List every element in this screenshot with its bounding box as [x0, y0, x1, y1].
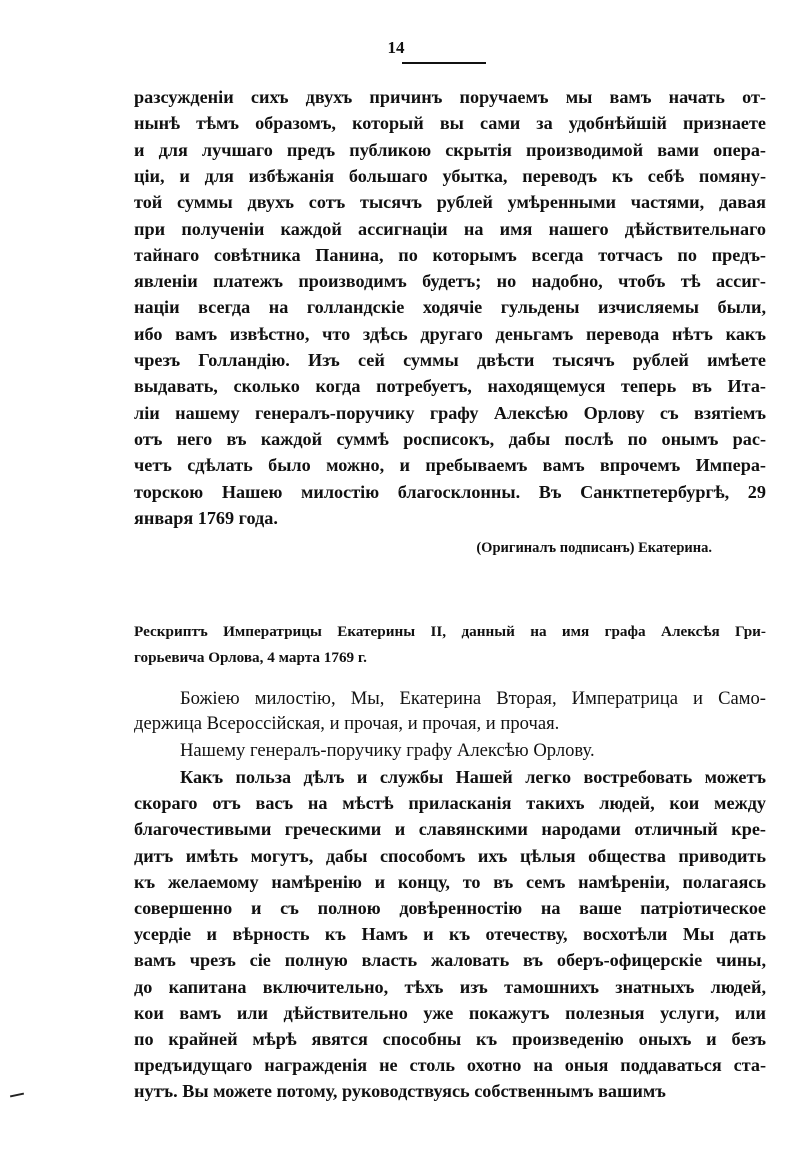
para1-line: чрезъ Голландію. Изъ сей суммы двѣсти тысячъ рублей имѣете: [134, 350, 766, 370]
para4-line: предъидущаго награжденія не столь охотно на оныя поддаваться ста-: [134, 1055, 766, 1076]
para1-line: той суммы двухъ сотъ тысячъ рублей умѣренными частями, давая: [134, 192, 766, 213]
para4-line: къ желаемому намѣренію и концу, то въ семъ намѣреніи, полагаясь: [134, 871, 766, 892]
para1-line: нынѣ тѣмъ образомъ, который вы сами за удобнѣйшій признаете: [134, 113, 766, 134]
para4-line: благочестивыми греческими и славянскими народами отличный кре-: [134, 819, 766, 840]
para1-line: тайнаго совѣтника Панина, по которымъ всегда тотчасъ по предъ-: [134, 244, 766, 265]
para2-line: Божіею милостію, Мы, Екатерина Вторая, Императрица и Само-: [180, 688, 766, 709]
para3-line: Нашему генералъ-поручику графу Алексѣю Орлову.: [180, 740, 595, 761]
para2-line: держица Всероссійская, и прочая, и прочая, и прочая.: [134, 713, 560, 734]
para1-line: разсужденіи сихъ двухъ причинъ поручаемъ мы вамъ начать от-: [134, 87, 766, 107]
page-number-rule: [402, 62, 486, 64]
para4-line: дитъ имѣть могутъ, дабы способомъ ихъ цѣлыя общества приводить: [134, 845, 766, 866]
page-number: 14: [387, 38, 405, 57]
heading-line: горьевича Орлова, 4 марта 1769 г.: [134, 649, 367, 666]
para1-line: ліи нашему генералъ-поручику графу Алексѣю Орлову съ взятіемъ: [134, 402, 766, 423]
para4-line: усердіе и вѣрность къ Намъ и къ отечеству, восхотѣли Мы дать: [134, 924, 766, 945]
para1-line: торскою Нашею милостію благосклонны. Въ Санктпетербургѣ, 29: [134, 481, 766, 502]
para1-line: января 1769 года.: [134, 507, 278, 528]
para1-line: ціи, и для избѣжанія большаго убытка, переводъ къ себѣ помяну-: [134, 165, 766, 186]
para1-line: выдавать, сколько когда потребуетъ, находящемуся теперь въ Ита-: [134, 376, 766, 397]
para4-line: по крайней мѣрѣ явятся способны къ произведенію оныхъ и безъ: [134, 1029, 766, 1049]
para4-line: вамъ чрезъ сіе полную власть жаловать въ оберъ-офицерскіе чины,: [134, 950, 766, 971]
para1-line: четъ сдѣлать было можно, и пребываемъ вамъ впрочемъ Импера-: [134, 455, 766, 476]
para1-line: явленіи платежъ производимъ будетъ; но надобно, чтобъ тѣ ассиг-: [134, 271, 766, 292]
para4-line: кои вамъ или дѣйствительно уже покажутъ полезныя услуги, или: [134, 1002, 766, 1023]
para4-line: совершенно и съ полною довѣренностію на ваше патріотическое: [134, 898, 766, 918]
para4-line: нутъ. Вы можете потому, руководствуясь собственнымъ вашимъ: [134, 1081, 666, 1102]
para1-line: отъ него въ каждой суммѣ росписокъ, дабы послѣ по онымъ рас-: [134, 428, 766, 449]
para4-line: скораго отъ васъ на мѣстѣ приласканія такихъ людей, кои между: [134, 793, 766, 814]
heading-line: Рескриптъ Императрицы Екатерины II, данный на имя графа Алексѣя Гри-: [134, 623, 766, 640]
signature: (Оригиналъ подписанъ) Екатерина.: [476, 540, 712, 556]
para1-line: націи всегда на голландскіе ходячіе гульдены изчисляемы были,: [134, 297, 766, 318]
margin-mark: [10, 1093, 24, 1098]
para4-line: Какъ польза дѣлъ и службы Нашей легко востребовать можетъ: [180, 767, 766, 787]
para1-line: при полученіи каждой ассигнаціи на имя нашего дѣйствительнаго: [134, 218, 766, 239]
para4-line: до капитана включительно, тѣхъ изъ тамошнихъ знатныхъ людей,: [134, 976, 766, 997]
para1-line: и для лучшаго предъ публикою скрытія производимой вами опера-: [134, 139, 766, 160]
para1-line: ибо вамъ извѣстно, что здѣсь другаго деньгамъ перевода нѣтъ какъ: [134, 323, 766, 344]
